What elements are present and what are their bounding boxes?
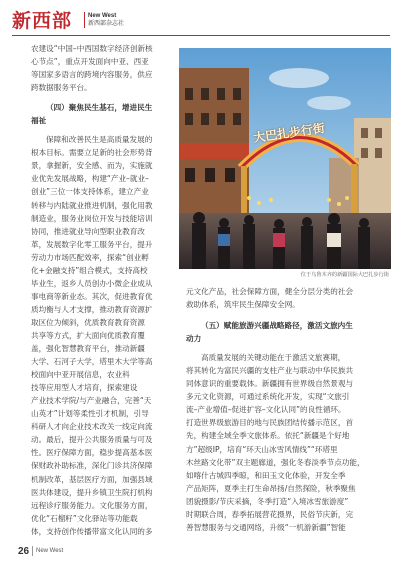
text-line: 劳动力市场匹配效率，探索“创业孵 — [31, 252, 149, 262]
text-line: 同体意识的重要载体。新疆拥有世界级自然景观与 — [186, 379, 354, 389]
text-line: 共享等方式，扩大面向优质教育覆 — [31, 330, 145, 340]
photo-illustration — [179, 48, 391, 269]
text-line: 远程诊疗服务能力。文化服务方面， — [31, 500, 153, 510]
text-line: 如喀什古城四季晾，和田玉文化体验，开发全季 — [186, 470, 346, 480]
text-line: 根本目标。需要立足新的社会形势背 — [31, 148, 153, 158]
intro-line: 等国家多语言的跨境内容服务，供应 — [31, 70, 153, 80]
text-line: 机制改革，基层医疗方面，加强县域 — [31, 474, 153, 484]
text-line: 毕业生，返乡人员创办小微企业成从 — [31, 278, 153, 288]
text-line: 盖，强化智慧教育平台，推动新疆 — [31, 344, 145, 354]
text-line: 取区位为倾斜，优质教育教育资源 — [31, 317, 145, 327]
text-line: 协同，推进就业导向型职业教育改 — [31, 226, 145, 236]
left-column — [31, 42, 170, 538]
footer-separator — [32, 546, 33, 556]
text-line: 多元文化资源，可通过系统化开发，实现“文旅引 — [186, 392, 350, 402]
text-line: 木丝路文化带”双主题廊道，强化冬春淡季节点功能， — [186, 457, 365, 467]
section-heading-4-cont: 福祉 — [31, 116, 47, 126]
section-heading-5-cont: 动力 — [186, 334, 202, 344]
text-line: 性。医疗保障方面，稳步提高基本医 — [31, 448, 153, 458]
text-line: 先，构建全域全季文旅体系。依托“新疆是个好地 — [186, 431, 350, 441]
body-paragraph — [186, 285, 386, 311]
photo-caption: 位于乌鲁木齐的新疆国际大巴扎步行街 — [300, 272, 389, 278]
text-line: 将其转化为富民兴疆的支柱产业与联动中华民族共 — [186, 366, 354, 376]
right-column — [186, 285, 386, 534]
text-line: 保障和改善民生是高质量发展的 — [46, 135, 153, 145]
header-rule — [12, 35, 390, 36]
magazine-logo: 新西部 — [12, 10, 73, 32]
logo-en-line1: New West — [88, 13, 117, 19]
text-line: 制造业，服务业岗位开发与技能培训 — [31, 213, 153, 223]
arch-sign: 大巴扎步行街 — [252, 121, 326, 145]
body-paragraph — [31, 133, 170, 537]
text-line: 山英才”计划等柔性引才机制，引导 — [31, 409, 149, 419]
text-line: 产品矩阵，夏季主打生命昂扬/自然探险，秋季聚焦 — [186, 483, 356, 493]
section-heading-5: （五）赋能旅游兴疆战略路径，激活文旅内生 — [201, 321, 353, 331]
section-heading-4: （四）聚焦民生基石，增进民生 — [46, 103, 153, 113]
text-line: 化+金融支持”组合模式，支持高校 — [31, 265, 148, 275]
text-line: 动。最后，提升公共服务质量与可及 — [31, 435, 153, 445]
text-line: 医共体建设，提升乡镇卫生院打机构 — [31, 487, 153, 497]
text-line: 高质量发展的关键动能在于激活文旅赛期， — [201, 353, 346, 363]
text-line: 业优先发展战略，构建“产业–就业– — [31, 174, 149, 184]
text-line: 技等应用型人才培育，探索建设 — [31, 383, 138, 393]
text-line: 产业技术学院/与产业融合，完善“天 — [31, 396, 152, 406]
text-line: 转移与内陆就业推进机制，强化用教 — [31, 200, 153, 210]
logo-subtitle — [84, 12, 124, 28]
text-line: 质均衡与人才支撑，推动教育资源扩 — [31, 304, 153, 314]
text-line: 方”超级IP，培育“环天山冰雪风情线”“环塔里 — [186, 444, 338, 454]
footer-magazine-name: New West — [36, 548, 64, 554]
text-line: 大学、石河子大学，塔里木大学等高 — [31, 357, 153, 367]
intro-line: 心节点”，重点开发面向中亚、西亚 — [31, 57, 149, 67]
intro-line: 农建设“中国–中西国数字经济创新核 — [31, 44, 153, 53]
page-number: 26 — [18, 546, 30, 557]
text-line: 革，发展数字化零工服务平台，提升 — [31, 239, 153, 249]
text-line: 事电商等新业态。其次，促进教育优 — [31, 291, 153, 301]
text-line: 体，支持创作传播带富文化认同的多 — [31, 526, 153, 536]
text-line: 保财政补助标准，深化门诊共济保障 — [31, 461, 153, 471]
body-paragraph — [186, 351, 386, 534]
text-line: 救助体系，筑牢民生保障安全网。 — [186, 300, 300, 310]
text-line: 团貌摄影/节庆采摘，冬季打造“入境冰雪旅游度” — [186, 496, 349, 506]
text-line: 科研人才向企业技术改关一线定向流 — [31, 422, 153, 432]
text-line: 景，拿握新，安全感、而为，实施就 — [31, 161, 153, 171]
text-line: 流–产业增值–促进扩容–文化认同”的良性循环。 — [186, 405, 346, 415]
intro-line: 跨数据服务平台。 — [31, 83, 92, 93]
text-line: 时期联合周，春季拓展营花摄界，民俗节庆新，完 — [186, 509, 354, 519]
text-line: 校面向中亚开展信息，农业科 — [31, 370, 130, 380]
text-line: 创业”三位一体支持体系，建立产业 — [31, 187, 149, 197]
text-line: 元文化产品，社会保障方面，健全分层分类的社会 — [186, 287, 354, 296]
logo-en-line2: 新西部杂志社 — [88, 21, 125, 27]
text-line: 打造世界级旅游目的地与民族团结传播示范区，首 — [186, 418, 354, 428]
text-line: 优化“石榴籽”文化驿站等功能载 — [31, 513, 138, 523]
street-photo — [179, 48, 391, 269]
text-line: 善智慧服务与交通网络，升级“一机游新疆”智能 — [186, 522, 346, 532]
